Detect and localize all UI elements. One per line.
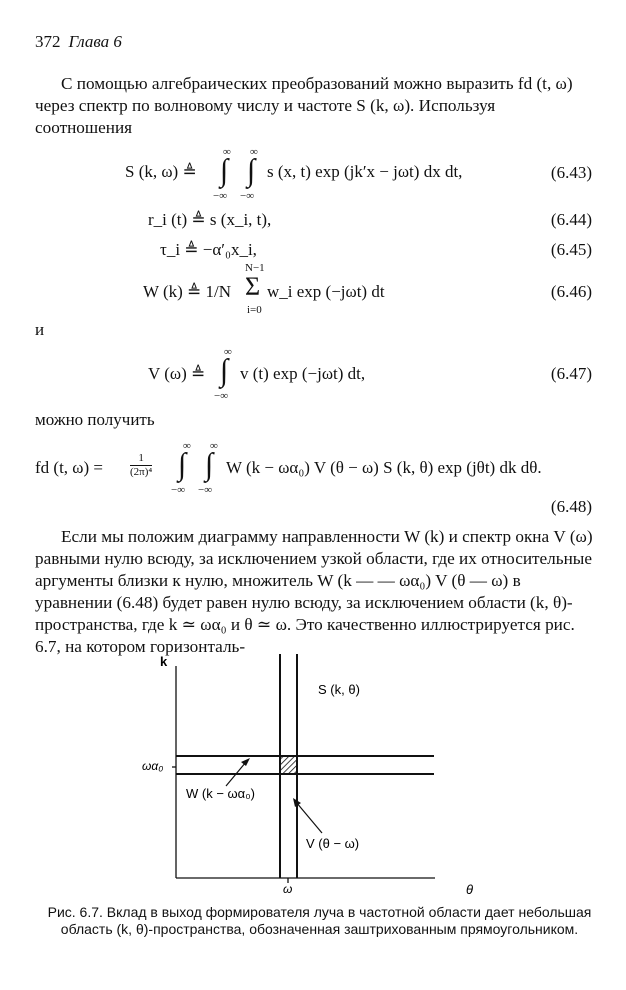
integral-upper: ∞ — [183, 440, 191, 452]
integral-upper: ∞ — [250, 146, 258, 158]
intro-text: С помощью алгебраических преобразований можно выразить fd (t, ω) через спектр по волновому числу и частоте S (k, ω). Используя соотношения — [35, 74, 573, 137]
equation-6-44: r_i (t) ≜ s (x_i, t), — [148, 210, 272, 229]
equation-6-48 — [35, 440, 595, 496]
eq43-lhs: S (k, ω) ≜ — [125, 162, 197, 181]
equation-6-46 — [143, 262, 543, 322]
integral-sign: ∫ — [220, 353, 229, 388]
body-paragraph — [35, 526, 595, 658]
eq44-number: (6.44) — [550, 210, 592, 229]
arrowhead-w — [241, 758, 250, 766]
frac-numerator: 1 — [130, 452, 152, 466]
eq48-fraction — [130, 452, 152, 479]
eq47-number: (6.47) — [550, 364, 592, 383]
label-v: V (θ − ω) — [306, 836, 360, 851]
hatched-region — [281, 757, 296, 773]
eq45-number: (6.45) — [550, 240, 592, 259]
sum-sign: Σ — [245, 272, 261, 301]
x-axis-label: θ — [466, 882, 474, 897]
eq46-body: w_i exp (−jωt) dt — [267, 282, 385, 301]
equation-6-47 — [148, 346, 548, 402]
body-text: Если мы положим диаграмму направленности W (k) и спектр окна V (ω) равными нулю всюду, за исключением узкой области, где их относительные аргументы близки к нулю, множитель W (k — — ωα₀) V (θ — ω) в уравнении (6.48) будет равен нулю всюду, за исключением области (k, θ)-пространства, где k ≃ ωα₀ и θ ≃ ω. Это качественно иллюстрируется рис. 6.7, на котором горизонталь- — [35, 527, 593, 656]
y-axis-label: k — [160, 654, 168, 669]
eq48-body: W (k − ωα₀) V (θ − ω) S (k, θ) exp (jθt) dk dθ. — [226, 458, 542, 477]
integral-lower: −∞ — [214, 390, 229, 402]
y-tick-label: ωα₀ — [142, 759, 164, 773]
figure-caption: Рис. 6.7. Вклад в выход формирователя луча в частотной области дает небольшая область (k, θ)-пространства, обозначенная заштрихованным прямоугольником. — [47, 904, 592, 937]
integral-lower: −∞ — [198, 484, 213, 496]
sum-upper: N−1 — [245, 262, 265, 274]
eq43-number: (6.43) — [550, 163, 592, 182]
eq43-body: s (x, t) exp (jk′x − jωt) dx dt, — [267, 162, 463, 181]
frac-denominator: (2π)⁴ — [130, 466, 153, 478]
eq48-lhs: fd (t, ω) = — [35, 458, 103, 477]
equation-6-43 — [125, 148, 525, 200]
integral-sign: ∫ — [247, 153, 256, 188]
integral-upper: ∞ — [224, 346, 232, 358]
integral-lower: −∞ — [171, 484, 186, 496]
page-header — [35, 32, 122, 52]
figure-6-7 — [140, 650, 480, 900]
eq47-body: v (t) exp (−jωt) dt, — [240, 364, 366, 383]
eq46-lhs: W (k) ≜ 1/N — [143, 282, 232, 301]
integral-lower: −∞ — [240, 190, 255, 202]
and-word: и — [35, 320, 45, 339]
integral-upper: ∞ — [210, 440, 218, 452]
eq48-number: (6.48) — [550, 497, 592, 516]
integral-upper: ∞ — [223, 146, 231, 158]
integral-sign: ∫ — [178, 447, 187, 482]
page-number: 372 — [35, 32, 61, 51]
eq47-lhs: V (ω) ≜ — [148, 364, 206, 383]
integral-sign: ∫ — [220, 153, 229, 188]
intro-paragraph — [35, 73, 595, 139]
eq46-number: (6.46) — [550, 282, 592, 301]
x-tick-label: ω — [283, 882, 293, 896]
chapter-title: Глава 6 — [68, 32, 122, 51]
arrow-v — [296, 802, 322, 833]
equation-6-45: τ_i ≜ −α′₀x_i, — [160, 240, 257, 259]
obtain-text: можно получить — [35, 410, 155, 429]
label-s: S (k, θ) — [318, 682, 360, 697]
label-w: W (k − ωα₀) — [186, 786, 255, 801]
integral-sign: ∫ — [205, 447, 214, 482]
sum-lower: i=0 — [247, 304, 262, 316]
integral-lower: −∞ — [213, 190, 228, 202]
